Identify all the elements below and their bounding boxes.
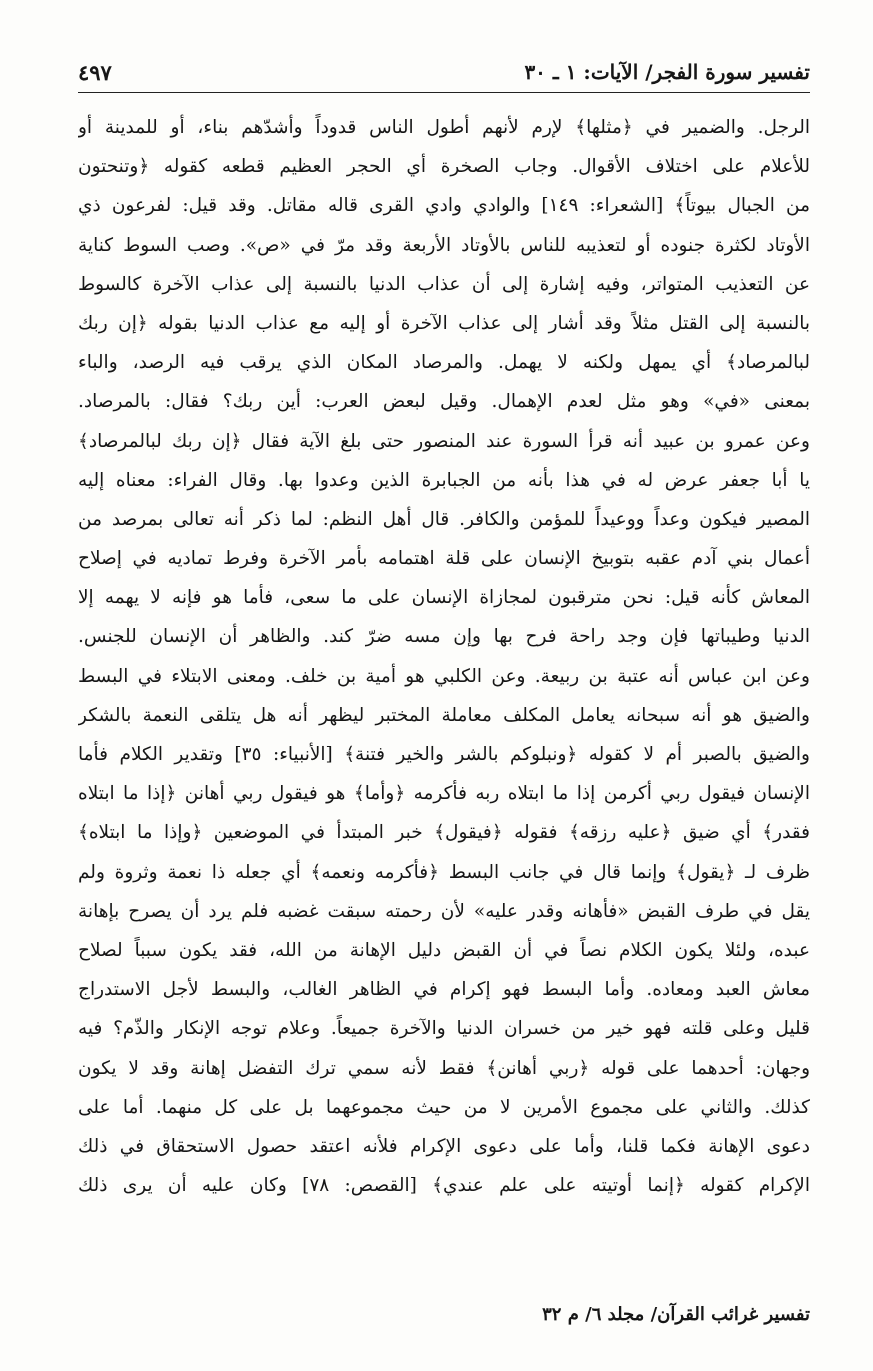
text-line: يقل في طرف القبض «فأهانه وقدر عليه» لأن رحمته سبقت غضبه فلم يرد أن يصرح بإهانة [78,900,810,922]
signature-mark: تفسير غرائب القرآن/ مجلد ٦/ م ٣٢ [542,1304,810,1325]
text-line: قليل وعلى قلته فهو خير من خسران الدنيا والآخرة جميعاً. وعلام توجه الإنكار والذّم؟ فيه [78,1018,810,1040]
text-line: أعمال بني آدم عقبه بتوبيخ الإنسان على قلة اهتمامه بأمر الآخرة وفرط تماديه في إصلاح [78,548,810,570]
text-line: الإكرام كقوله ﴿إنما أوتيته على علم عندي﴾ [القصص: ٧٨] وكان عليه أن يرى ذلك [78,1175,810,1197]
header-rule [78,92,810,93]
text-line: من الجبال بيوتاً﴾ [الشعراء: ١٤٩] والوادي وادي القرى قاله مقاتل. وقد قيل: لفرعون ذي [78,195,810,217]
text-line: بالنسبة إلى القتل مثلاً وقد أشار إلى عذاب الآخرة أو إليه مع عذاب الدنيا بقوله ﴿إن ربك [78,312,810,334]
text-line: المعاش كأنه قيل: نحن مترقبون لمجازاة الإنسان على ما سعى، فأما هو فإنه لا يهمه إلا [78,587,810,609]
page-header [78,60,810,90]
text-line: عن التعذيب المتواتر، وفيه إشارة إلى أن عذاب الدنيا بالنسبة إلى عذاب الآخرة كالسوط [78,273,810,295]
text-line: المصير فيكون وعداً ووعيداً للمؤمن والكافر. قال أهل النظم: لما ذكر أنه تعالى بمرصد من [78,508,810,530]
text-line: دعوى الإهانة فكما قلنا، وأما على دعوى الإكرام فلأنه اعتقد حصول الاستحقاق في ذلك [78,1135,810,1157]
page-number: ٤٩٧ [78,60,112,85]
text-line: معاش العبد ومعاده. وأما البسط فهو إكرام في الظاهر الغالب، والبسط لأجل الاستدراج [78,979,810,1001]
text-line: وعن عمرو بن عبيد أنه قرأ السورة عند المنصور حتى بلغ الآية فقال ﴿إن ربك لبالمرصاد﴾ [78,430,810,452]
text-line: فقدر﴾ أي ضيق ﴿عليه رزقه﴾ فقوله ﴿فيقول﴾ خبر المبتدأ في الموضعين ﴿وإذا ما ابتلاه﴾ [78,822,810,844]
text-line: بمعنى «في» وهو مثل لعدم الإهمال. وقيل لبعض العرب: أين ربك؟ فقال: بالمرصاد. [78,391,810,413]
text-line: ظرف لـ ﴿يقول﴾ وإنما قال في جانب البسط ﴿فأكرمه ونعمه﴾ أي جعله ذا نعمة وثروة ولم [78,861,810,883]
text-line: الدنيا وطيباتها فإن وجد راحة فرح بها وإن مسه ضرّ كند. والظاهر أن الإنسان للجنس. [78,626,810,648]
text-line: وعن ابن عباس أنه عتبة بن ربيعة. وعن الكلبي هو أمية بن خلف. ومعنى الابتلاء في البسط [78,665,810,687]
text-line: عبده، ولئلا يكون الكلام نصاً في أن القبض دليل الإهانة من الله، فقد يكون سبباً لصلاح [78,939,810,961]
text-line: يا أبا جعفر عرض له في هذا بأنه من الجبابرة الذين وعدوا بها. وقال الفراء: معناه إليه [78,469,810,491]
book-page [78,52,810,1342]
text-line: الرجل. والضمير في ﴿مثلها﴾ لإرم لأنهم أطول الناس قدوداً وأشدّهم بناء، أو للمدينة أو [78,117,810,138]
text-line: الإنسان فيقول ربي أكرمن إذا ما ابتلاه ربه فأكرمه ﴿وأما﴾ هو فيقول ربي أهانن ﴿إذا ما ابتلاه [78,783,810,805]
text-line: كذلك. والثاني على مجموع الأمرين لا من حيث مجموعهما بل على كل منهما. أما على [78,1096,810,1118]
text-line: الأوتاد لكثرة جنوده أو لتعذيبه للناس بالأوتاد الأربعة وقد مرّ في «ص». وصب السوط كناية [78,234,810,256]
text-line: لبالمرصاد﴾ أي يمهل ولكنه لا يهمل. والمرصاد المكان الذي يرقب فيه الرصد، والباء [78,352,810,374]
text-line: وجهان: أحدهما على قوله ﴿ربي أهانن﴾ فقط لأنه سمي ترك التفضل إهانة وقد لا يكون [78,1057,810,1079]
text-line: للأعلام على اختلاف الأقوال. وجاب الصخرة أي الحجر العظيم قطعه كقوله ﴿وتنحتون [78,156,810,178]
text-line: والضيق هو أنه سبحانه يعامل المكلف معاملة المختبر ليظهر أنه هل يتلقى النعمة بالشكر [78,704,810,726]
running-title: تفسير سورة الفجر/ الآيات: ١ ـ ٣٠ [524,60,810,84]
body-text [78,108,810,1205]
text-line: والضيق بالصبر أم لا كقوله ﴿ونبلوكم بالشر والخير فتنة﴾ [الأنبياء: ٣٥] وتقدير الكلام فأما [78,744,810,765]
